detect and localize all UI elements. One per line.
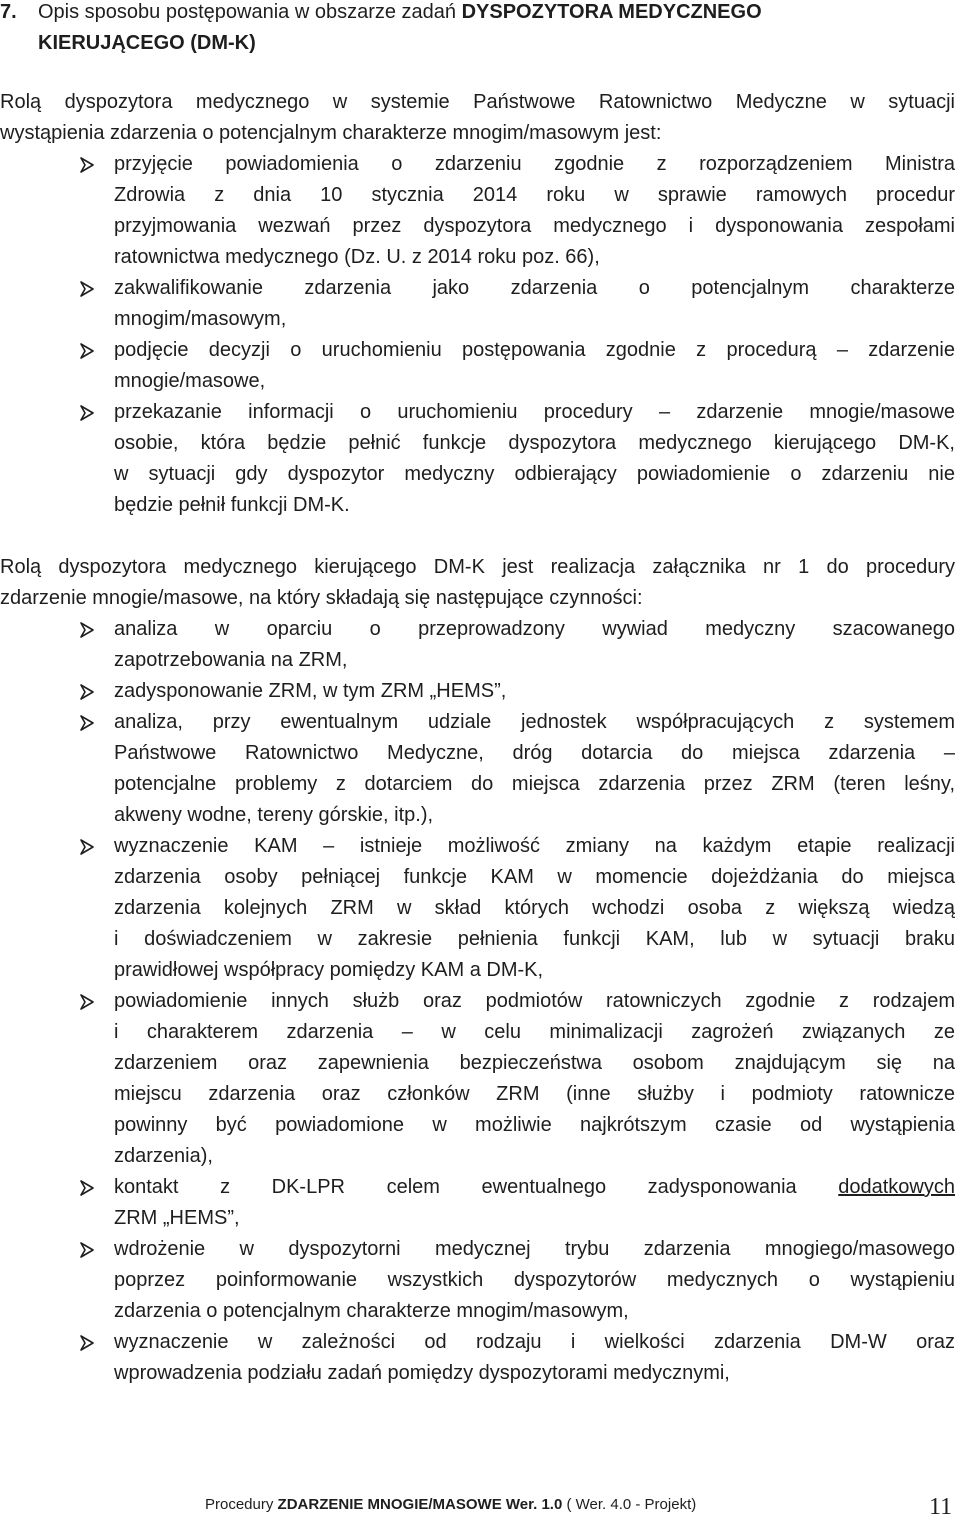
arrowhead-bullet-icon [76,1172,98,1203]
part2-bullet-5-line-6: zdarzenia), [114,1145,213,1167]
part2-bullet-1-line-2: zapotrzebowania na ZRM, [114,649,348,671]
part1-bullet-4-line-2: osobie, która będzie pełnić funkcje dyspozytora medycznego kierującego DM-K, [114,432,955,454]
footer-prefix: Procedury [205,1496,278,1513]
part2-bullet-1-line-1: analiza w oparciu o przeprowadzony wywiad medyczny szacowanego [114,618,955,640]
arrowhead-bullet-icon [76,397,98,428]
arrowhead-bullet-icon [76,614,98,645]
part2-bullet-3-line-2: Państwowe Ratownictwo Medyczne, dróg dotarcia do miejsca zdarzenia – [114,742,955,764]
part1-bullet-2-line-2: mnogim/masowym, [114,308,287,330]
part2-bullet-3-line-1: analiza, przy ewentualnym udziale jednostek współpracujących z systemem [114,711,955,733]
arrowhead-bullet-icon [76,335,98,366]
part1-bullet-1-line-3: przyjmowania wezwań przez dyspozytora medycznego i dysponowania zespołami [114,215,955,237]
part1-bullet-2-line-1: zakwalifikowanie zdarzenia jako zdarzenia o potencjalnym charakterze [114,277,955,299]
part2-bullet-3-line-3: potencjalne problemy z dotarciem do miejsca zdarzenia przez ZRM (teren leśny, [114,773,955,795]
part2-bullet-4-line-2: zdarzenia osoby pełniącej funkcje KAM w momencie dojeżdżania do miejsca [114,866,955,888]
part1-intro-line-1: Rolą dyspozytora medycznego w systemie Państwowe Ratownictwo Medyczne w sytuacji [0,91,955,113]
part2-bullet-4-line-1: wyznaczenie KAM – istnieje możliwość zmiany na każdym etapie realizacji [114,835,955,857]
arrowhead-bullet-icon [76,1234,98,1265]
part2-bullet-4-line-5: prawidłowej współpracy pomiędzy KAM a DM-K, [114,959,544,981]
arrowhead-bullet-icon [76,273,98,304]
part2-bullet-7-line-1: wdrożenie w dyspozytorni medycznej trybu zdarzenia mnogiego/masowego [114,1238,955,1260]
part2-bullet-4-line-4: i doświadczeniem w zakresie pełnienia funkcji KAM, lub w sytuacji braku [114,928,955,950]
page-number: 11 [929,1494,953,1520]
part1-bullet-4-line-3: w sytuacji gdy dyspozytor medyczny odbierający powiadomienie o zdarzeniu nie [114,463,955,485]
arrowhead-bullet-icon [76,1327,98,1358]
section-title-line-1 [38,0,762,28]
section-number: 7. [0,1,17,23]
arrowhead-bullet-icon [76,676,98,707]
part2-bullet-6-line-1 [114,1172,955,1203]
arrowhead-bullet-icon [76,149,98,180]
part1-intro-line-2: wystąpienia zdarzenia o potencjalnym charakterze mnogim/masowym jest: [0,122,662,144]
part2-bullet-3-line-4: akweny wodne, tereny górskie, itp.), [114,804,434,826]
part2-bullet-5-line-5: powinny być powiadomione w możliwie najkrótszym czasie od wystąpienia [114,1114,955,1136]
page-footer [205,1495,696,1515]
part1-bullet-1-line-4: ratownictwa medycznego (Dz. U. z 2014 roku poz. 66), [114,246,600,268]
part2-bullet-7-line-2: poprzez poinformowanie wszystkich dyspozytorów medycznych o wystąpieniu [114,1269,955,1291]
part2-bullet-6-text: kontakt z DK-LPR celem ewentualnego zadysponowania [114,1176,839,1198]
part2-bullet-4-line-3: zdarzenia kolejnych ZRM w skład których wchodzi osoba z większą wiedzą [114,897,955,919]
arrowhead-bullet-icon [76,831,98,862]
part2-bullet-8-line-1: wyznaczenie w zależności od rodzaju i wielkości zdarzenia DM-W oraz [114,1331,955,1353]
arrowhead-bullet-icon [76,707,98,738]
underlined-word: dodatkowych [838,1176,955,1198]
footer-suffix: ( Wer. 4.0 - Projekt) [562,1496,697,1513]
footer-bold: ZDARZENIE MNOGIE/MASOWE Wer. 1.0 [277,1496,563,1513]
section-title-bold-1: DYSPOZYTORA MEDYCZNEGO [461,1,762,23]
part1-bullet-1-line-2: Zdrowia z dnia 10 stycznia 2014 roku w sprawie ramowych procedur [114,184,955,206]
part2-bullet-7-line-3: zdarzenia o potencjalnym charakterze mnogim/masowym, [114,1300,629,1322]
part2-bullet-5-line-2: i charakterem zdarzenia – w celu minimalizacji zagrożeń związanych ze [114,1021,955,1043]
part1-bullet-1-line-1: przyjęcie powiadomienia o zdarzeniu zgodnie z rozporządzeniem Ministra [114,153,955,175]
part2-bullet-8-line-2: wprowadzenia podziału zadań pomiędzy dyspozytorami medycznymi, [114,1362,730,1384]
part2-bullet-5-line-4: miejscu zdarzenia oraz członków ZRM (inne służby i podmioty ratownicze [114,1083,955,1105]
part2-intro-line-1: Rolą dyspozytora medycznego kierującego DM-K jest realizacja załącznika nr 1 do procedury [0,556,955,578]
part2-bullet-2-line-1: zadysponowanie ZRM, w tym ZRM „HEMS”, [114,680,507,702]
part1-bullet-3-line-2: mnogie/masowe, [114,370,266,392]
section-title-lead: Opis sposobu postępowania w obszarze zadań [38,1,462,23]
part2-bullet-6-line-2: ZRM „HEMS”, [114,1207,240,1229]
part1-bullet-4-line-4: będzie pełnił funkcji DM-K. [114,494,350,516]
section-title-line-2: KIERUJĄCEGO (DM-K) [38,32,256,54]
part1-bullet-4-line-1: przekazanie informacji o uruchomieniu procedury – zdarzenie mnogie/masowe [114,401,955,423]
arrowhead-bullet-icon [76,986,98,1017]
part2-bullet-5-line-3: zdarzeniem oraz zapewnienia bezpieczeństwa osobom znajdującym się na [114,1052,955,1074]
part2-intro-line-2: zdarzenie mnogie/masowe, na który składają się następujące czynności: [0,587,643,609]
part1-bullet-3-line-1: podjęcie decyzji o uruchomieniu postępowania zgodnie z procedurą – zdarzenie [114,339,955,361]
part2-bullet-5-line-1: powiadomienie innych służb oraz podmiotów ratowniczych zgodnie z rodzajem [114,990,955,1012]
